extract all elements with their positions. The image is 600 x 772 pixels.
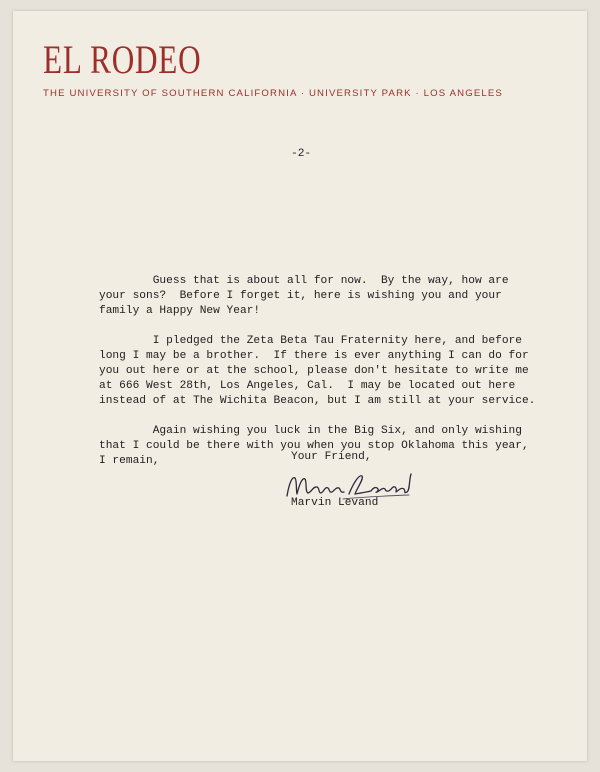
signer-name: Marvin Levand [291,497,379,509]
letter-body: Guess that is about all for now. By the way, how are your sons? Before I forget it, here is wishing you and your family a Happy New Year! I pledged the Zeta Beta Tau Fraternity here, and before long I may be a brother. If there is ever anything I can do for you out here or at the school, please don't hesitate to write me at 666 West 28th, Los Angeles, Cal. I may be located out here instead of at The Wichita Beacon, but I am still at your service. Again wishing you luck in the Big Six, and only wishing that I could be there with you when you stop Oklahoma this year, I remain, [99,275,536,467]
letter-page [13,11,587,761]
letterhead-title: EL RODEO [43,37,202,82]
letter-closing: Your Friend, [291,451,372,463]
page-number: -2- [291,148,312,160]
letterhead-subtitle: THE UNIVERSITY OF SOUTHERN CALIFORNIA · UNIVERSITY PARK · LOS ANGELES [43,88,503,99]
